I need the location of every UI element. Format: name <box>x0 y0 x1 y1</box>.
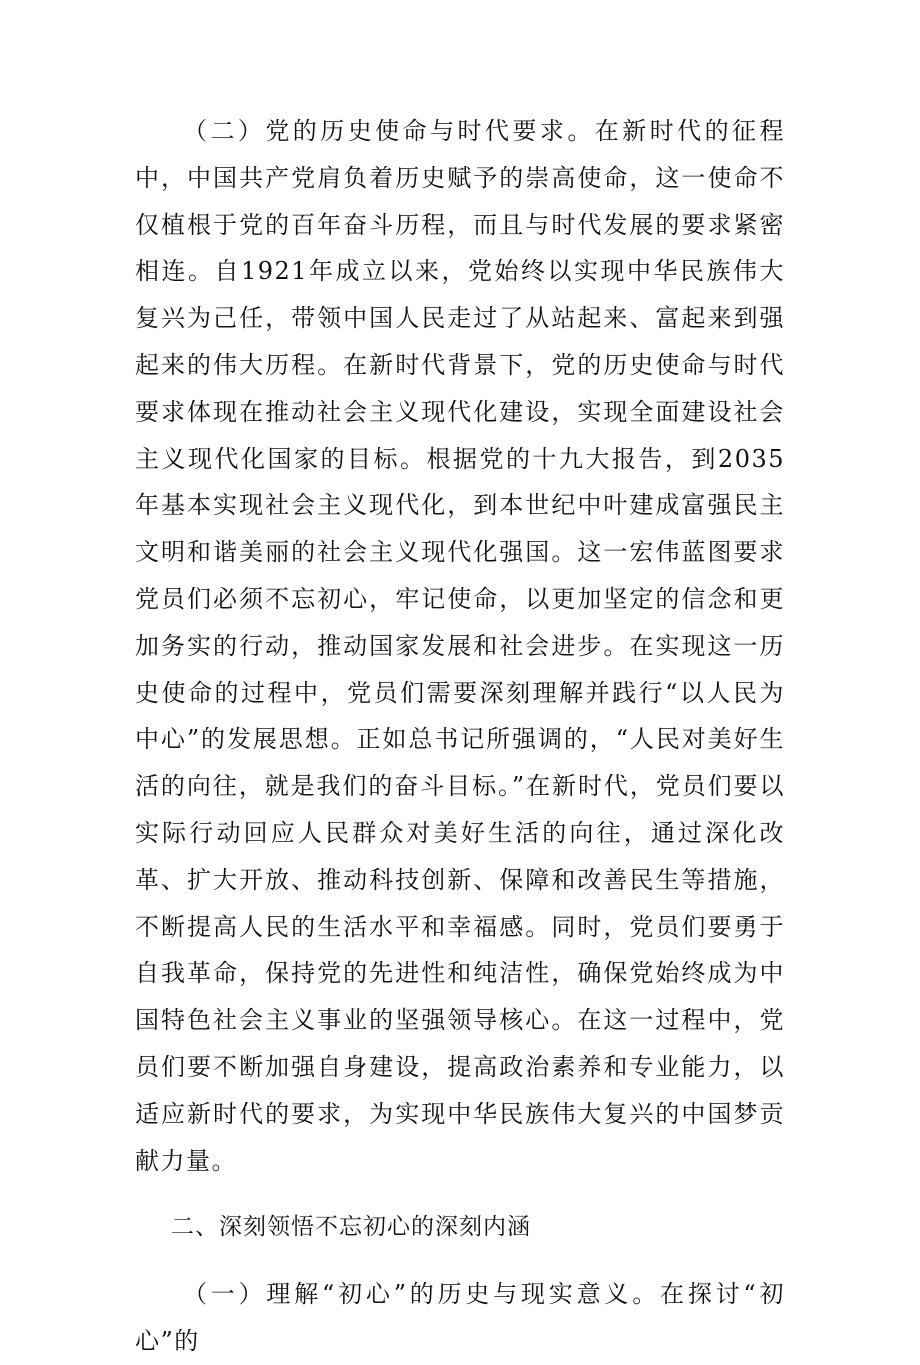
document-body <box>135 108 785 1365</box>
body-paragraph: （二）党的历史使命与时代要求。在新时代的征程中，中国共产党肩负着历史赋予的崇高使命，这一使命不仅植根于党的百年奋斗历程，而且与时代发展的要求紧密相连。自1921年成立以来，党始终以实现中华民族伟大复兴为己任，带领中国人民走过了从站起来、富起来到强起来的伟大历程。在新时代背景下，党的历史使命与时代要求体现在推动社会主义现代化建设，实现全面建设社会主义现代化国家的目标。根据党的十九大报告，到2035年基本实现社会主义现代化，到本世纪中叶建成富强民主文明和谐美丽的社会主义现代化强国。这一宏伟蓝图要求党员们必须不忘初心，牢记使命，以更加坚定的信念和更加务实的行动，推动国家发展和社会进步。在实现这一历史使命的过程中，党员们需要深刻理解并践行“以人民为中心”的发展思想。正如总书记所强调的，“人民对美好生活的向往，就是我们的奋斗目标。”在新时代，党员们要以实际行动回应人民群众对美好生活的向往，通过深化改革、扩大开放、推动科技创新、保障和改善民生等措施，不断提高人民的生活水平和幸福感。同时，党员们要勇于自我革命，保持党的先进性和纯洁性，确保党始终成为中国特色社会主义事业的坚强领导核心。在这一过程中，党员们要不断加强自身建设，提高政治素养和专业能力，以适应新时代的要求，为实现中华民族伟大复兴的中国梦贡献力量。 <box>135 117 785 1175</box>
section-heading: 二、深刻领悟不忘初心的深刻内涵 <box>171 1214 531 1241</box>
body-paragraph-next: （一）理解“初心”的历史与现实意义。在探讨“初心”的 <box>135 1280 785 1355</box>
